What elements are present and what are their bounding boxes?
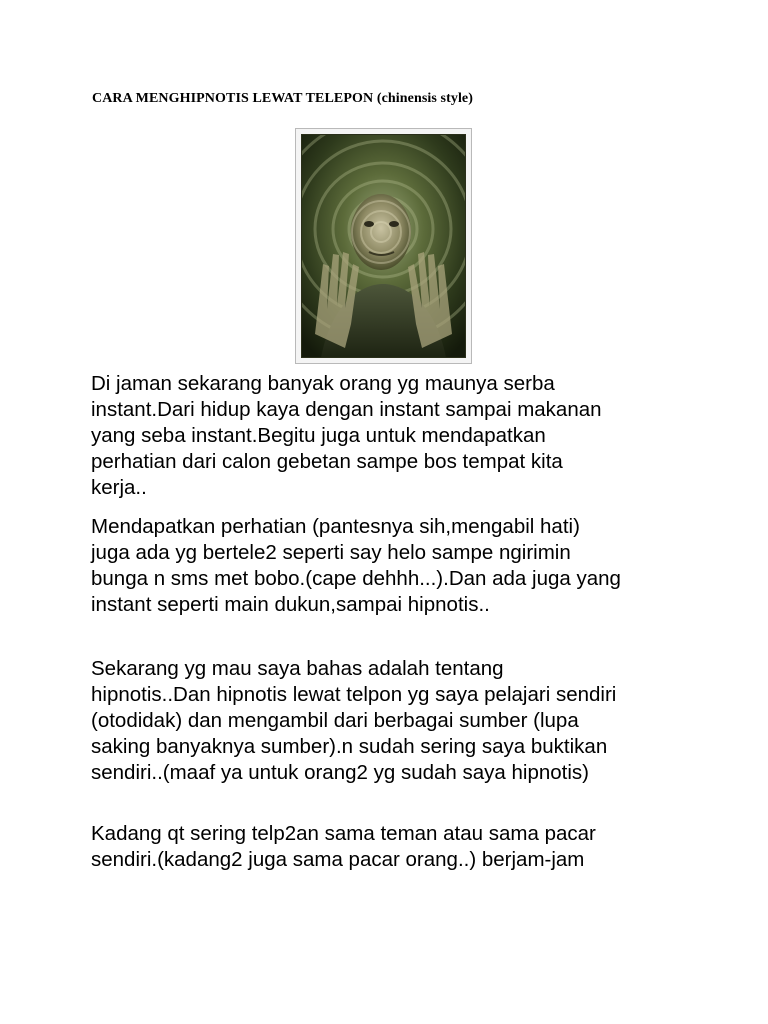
text-line: kerja.. — [91, 476, 147, 499]
text-line: saking banyaknya sumber).n sudah sering saya buktikan — [91, 735, 608, 758]
text-line: Di jaman sekarang banyak orang yg maunya serba — [91, 372, 555, 395]
text-line: Kadang qt sering telp2an sama teman atau sama pacar — [91, 822, 596, 845]
document-title: CARA MENGHIPNOTIS LEWAT TELEPON (chinensis style) — [92, 91, 474, 106]
hypnotic-portrait-icon — [301, 134, 466, 358]
paragraph-2 — [91, 514, 741, 618]
text-line: (otodidak) dan mengambil dari berbagai sumber (lupa — [91, 709, 579, 732]
text-line: bunga n sms met bobo.(cape dehhh...).Dan ada juga yang — [91, 567, 621, 590]
text-line: hipnotis..Dan hipnotis lewat telpon yg saya pelajari sendiri — [91, 683, 617, 706]
text-line: yang seba instant.Begitu juga untuk mendapatkan — [91, 424, 546, 447]
text-line: sendiri.(kadang2 juga sama pacar orang..) berjam-jam — [91, 848, 585, 871]
text-line: instant seperti main dukun,sampai hipnotis.. — [91, 593, 490, 616]
text-line: Mendapatkan perhatian (pantesnya sih,mengabil hati) — [91, 515, 580, 538]
paragraph-1 — [91, 371, 741, 501]
text-line: instant.Dari hidup kaya dengan instant sampai makanan — [91, 398, 602, 421]
text-line: sendiri..(maaf ya untuk orang2 yg sudah saya hipnotis) — [91, 761, 589, 784]
hypnosis-photo — [295, 128, 472, 364]
paragraph-4 — [91, 821, 741, 873]
paragraph-3 — [91, 656, 741, 786]
text-line: juga ada yg bertele2 seperti say helo sampe ngirimin — [91, 541, 571, 564]
text-line: perhatian dari calon gebetan sampe bos tempat kita — [91, 450, 563, 473]
text-line: Sekarang yg mau saya bahas adalah tentang — [91, 657, 504, 680]
